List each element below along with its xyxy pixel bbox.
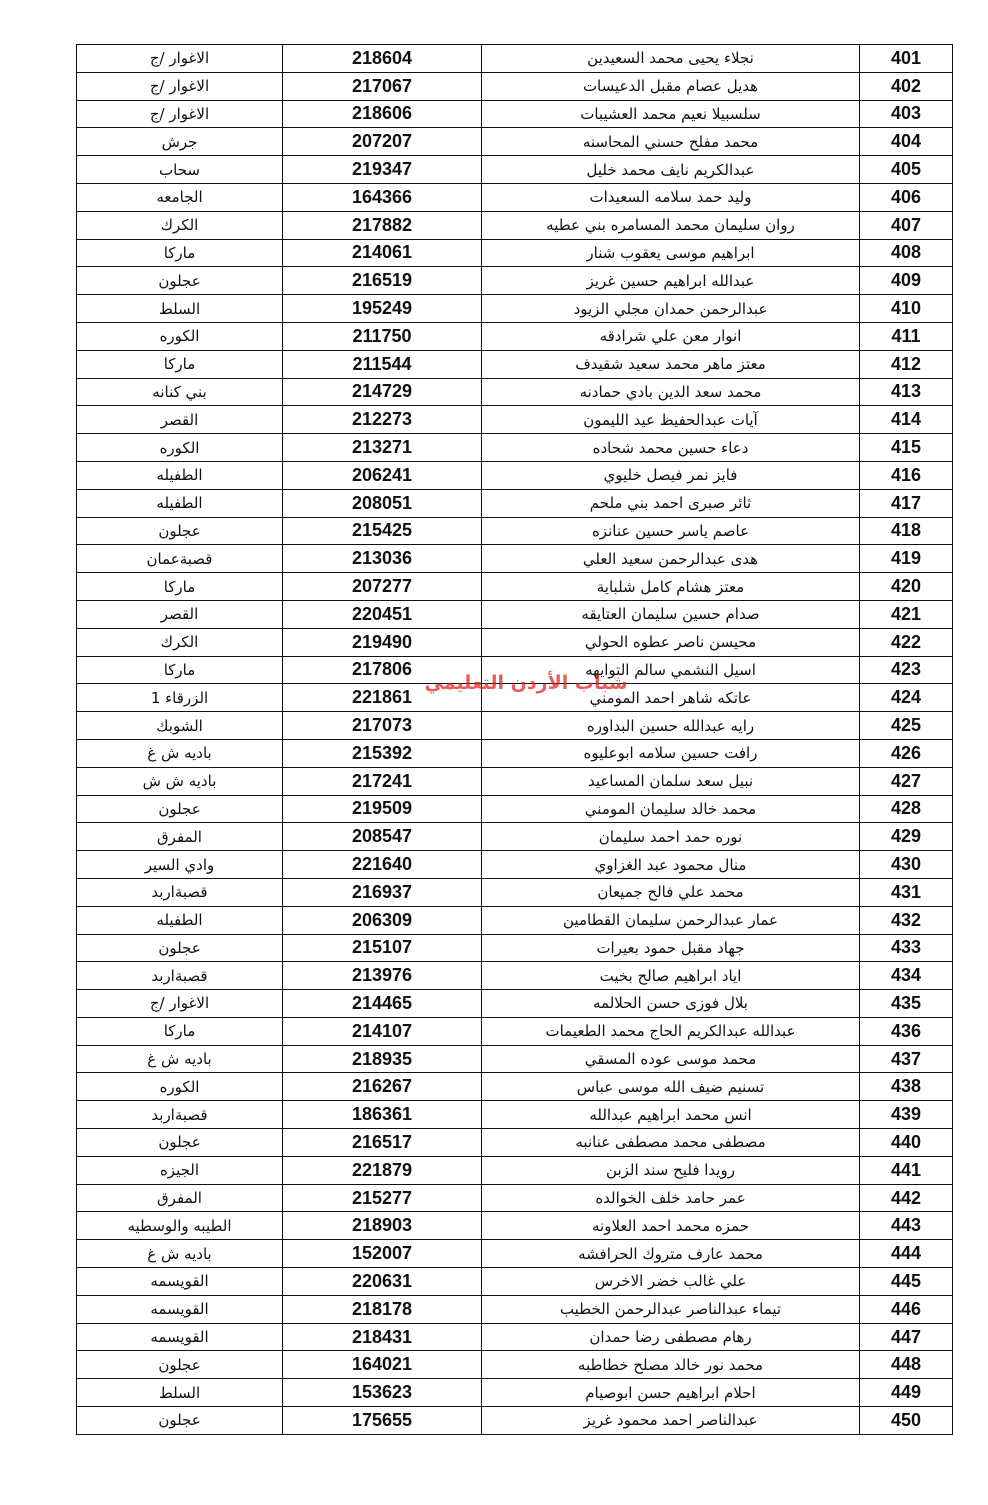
id-number-cell: 221861: [283, 684, 482, 712]
full-name-cell: عبدالناصر احمد محمود غريز: [482, 1407, 860, 1435]
table-row: [77, 378, 953, 406]
row-number-cell: 409: [860, 267, 953, 295]
location-cell: السلط: [77, 295, 283, 323]
full-name-cell: عمر حامد خلف الخوالده: [482, 1184, 860, 1212]
row-number-cell: 403: [860, 100, 953, 128]
row-number-cell: 440: [860, 1129, 953, 1157]
row-number-cell: 406: [860, 183, 953, 211]
table-row: [77, 906, 953, 934]
full-name-cell: منال محمود عبد الغزاوي: [482, 851, 860, 879]
full-name-cell: معتز ماهر محمد سعيد شقيدف: [482, 350, 860, 378]
location-cell: الكرك: [77, 628, 283, 656]
location-cell: الكوره: [77, 1073, 283, 1101]
table-row: [77, 739, 953, 767]
location-cell: القصر: [77, 600, 283, 628]
location-cell: جرش: [77, 128, 283, 156]
location-cell: بني كنانه: [77, 378, 283, 406]
table-row: [77, 267, 953, 295]
table-row: [77, 322, 953, 350]
row-number-cell: 418: [860, 517, 953, 545]
id-number-cell: 175655: [283, 1407, 482, 1435]
table-row: [77, 1407, 953, 1435]
table-row: [77, 600, 953, 628]
full-name-cell: محمد علي فالح جميعان: [482, 878, 860, 906]
table-row: [77, 1184, 953, 1212]
id-number-cell: 207207: [283, 128, 482, 156]
full-name-cell: عاصم ياسر حسين عنانزه: [482, 517, 860, 545]
location-cell: القويسمه: [77, 1323, 283, 1351]
row-number-cell: 408: [860, 239, 953, 267]
row-number-cell: 450: [860, 1407, 953, 1435]
full-name-cell: عمار عبدالرحمن سليمان القطامين: [482, 906, 860, 934]
row-number-cell: 404: [860, 128, 953, 156]
row-number-cell: 443: [860, 1212, 953, 1240]
table-row: [77, 72, 953, 100]
id-number-cell: 213036: [283, 545, 482, 573]
id-number-cell: 216267: [283, 1073, 482, 1101]
row-number-cell: 442: [860, 1184, 953, 1212]
row-number-cell: 441: [860, 1156, 953, 1184]
location-cell: قصبةاربد: [77, 962, 283, 990]
row-number-cell: 407: [860, 211, 953, 239]
location-cell: قصبةاربد: [77, 1101, 283, 1129]
location-cell: ماركا: [77, 350, 283, 378]
id-number-cell: 207277: [283, 573, 482, 601]
row-number-cell: 439: [860, 1101, 953, 1129]
row-number-cell: 422: [860, 628, 953, 656]
table-row: [77, 211, 953, 239]
full-name-cell: رايه عبدالله حسين البداوره: [482, 712, 860, 740]
id-number-cell: 218935: [283, 1045, 482, 1073]
row-number-cell: 417: [860, 489, 953, 517]
table-row: [77, 1240, 953, 1268]
table-row: [77, 156, 953, 184]
watermark: شباب الأردن التعليمي: [424, 672, 628, 694]
full-name-cell: محمد مفلح حسني المحاسنه: [482, 128, 860, 156]
id-number-cell: 206241: [283, 461, 482, 489]
row-number-cell: 423: [860, 656, 953, 684]
table-row: [77, 1101, 953, 1129]
full-name-cell: رويدا فليح سند الزبن: [482, 1156, 860, 1184]
table-row: [77, 656, 953, 684]
row-number-cell: 414: [860, 406, 953, 434]
location-cell: الاغوار /ج: [77, 100, 283, 128]
table-row: [77, 878, 953, 906]
table-row: [77, 545, 953, 573]
full-name-cell: آيات عبدالحفيظ عيد الليمون: [482, 406, 860, 434]
location-cell: الاغوار /ج: [77, 45, 283, 73]
table-row: [77, 990, 953, 1018]
id-number-cell: 218604: [283, 45, 482, 73]
full-name-cell: اسيل النشمي سالم التوايهه: [482, 656, 860, 684]
id-number-cell: 215107: [283, 934, 482, 962]
id-number-cell: 215392: [283, 739, 482, 767]
location-cell: ماركا: [77, 239, 283, 267]
location-cell: ماركا: [77, 573, 283, 601]
table-row: [77, 239, 953, 267]
location-cell: وادي السير: [77, 851, 283, 879]
location-cell: الشوبك: [77, 712, 283, 740]
id-number-cell: 215277: [283, 1184, 482, 1212]
location-cell: باديه ش غ: [77, 1240, 283, 1268]
row-number-cell: 415: [860, 434, 953, 462]
table-row: [77, 128, 953, 156]
full-name-cell: سلسبيلا نعيم محمد العشيبات: [482, 100, 860, 128]
id-number-cell: 208051: [283, 489, 482, 517]
full-name-cell: محمد عارف متروك الحرافشه: [482, 1240, 860, 1268]
id-number-cell: 215425: [283, 517, 482, 545]
row-number-cell: 411: [860, 322, 953, 350]
id-number-cell: 218178: [283, 1295, 482, 1323]
roster-table-body: [77, 45, 953, 1435]
full-name-cell: تسنيم ضيف الله موسى عباس: [482, 1073, 860, 1101]
row-number-cell: 413: [860, 378, 953, 406]
id-number-cell: 214107: [283, 1017, 482, 1045]
table-row: [77, 461, 953, 489]
full-name-cell: صدام حسين سليمان العتايقه: [482, 600, 860, 628]
id-number-cell: 217067: [283, 72, 482, 100]
row-number-cell: 426: [860, 739, 953, 767]
row-number-cell: 445: [860, 1268, 953, 1296]
table-row: [77, 45, 953, 73]
row-number-cell: 436: [860, 1017, 953, 1045]
roster-table: [76, 44, 953, 1435]
full-name-cell: ابراهيم موسى يعقوب شنار: [482, 239, 860, 267]
location-cell: سحاب: [77, 156, 283, 184]
full-name-cell: انوار معن علي شرادقه: [482, 322, 860, 350]
row-number-cell: 449: [860, 1379, 953, 1407]
full-name-cell: فايز نمر فيصل خليوي: [482, 461, 860, 489]
location-cell: القويسمه: [77, 1295, 283, 1323]
location-cell: الاغوار /ج: [77, 990, 283, 1018]
location-cell: باديه ش ش: [77, 767, 283, 795]
id-number-cell: 214729: [283, 378, 482, 406]
location-cell: الجيزه: [77, 1156, 283, 1184]
location-cell: الطيبه والوسطيه: [77, 1212, 283, 1240]
full-name-cell: رافت حسين سلامه ابوعليوه: [482, 739, 860, 767]
row-number-cell: 424: [860, 684, 953, 712]
full-name-cell: محيسن ناصر عطوه الحولي: [482, 628, 860, 656]
full-name-cell: تيماء عبدالناصر عبدالرحمن الخطيب: [482, 1295, 860, 1323]
table-row: [77, 1323, 953, 1351]
id-number-cell: 221640: [283, 851, 482, 879]
location-cell: الطفيله: [77, 461, 283, 489]
full-name-cell: معتز هشام كامل شلباية: [482, 573, 860, 601]
table-row: [77, 100, 953, 128]
row-number-cell: 446: [860, 1295, 953, 1323]
location-cell: القصر: [77, 406, 283, 434]
location-cell: عجلون: [77, 1407, 283, 1435]
id-number-cell: 164366: [283, 183, 482, 211]
id-number-cell: 217241: [283, 767, 482, 795]
id-number-cell: 218903: [283, 1212, 482, 1240]
full-name-cell: هديل عصام مقبل الدعيسات: [482, 72, 860, 100]
location-cell: قصبةعمان: [77, 545, 283, 573]
row-number-cell: 419: [860, 545, 953, 573]
table-row: [77, 1156, 953, 1184]
id-number-cell: 218431: [283, 1323, 482, 1351]
table-row: [77, 1268, 953, 1296]
id-number-cell: 211544: [283, 350, 482, 378]
full-name-cell: محمد خالد سليمان المومني: [482, 795, 860, 823]
table-row: [77, 1351, 953, 1379]
id-number-cell: 217882: [283, 211, 482, 239]
row-number-cell: 402: [860, 72, 953, 100]
row-number-cell: 412: [860, 350, 953, 378]
location-cell: عجلون: [77, 267, 283, 295]
row-number-cell: 435: [860, 990, 953, 1018]
full-name-cell: محمد موسى عوده المسقي: [482, 1045, 860, 1073]
row-number-cell: 433: [860, 934, 953, 962]
id-number-cell: 216519: [283, 267, 482, 295]
id-number-cell: 153623: [283, 1379, 482, 1407]
location-cell: السلط: [77, 1379, 283, 1407]
full-name-cell: محمد سعد الدين بادي حمادنه: [482, 378, 860, 406]
row-number-cell: 447: [860, 1323, 953, 1351]
table-row: [77, 489, 953, 517]
location-cell: القويسمه: [77, 1268, 283, 1296]
location-cell: المفرق: [77, 823, 283, 851]
row-number-cell: 420: [860, 573, 953, 601]
table-row: [77, 628, 953, 656]
location-cell: الكوره: [77, 434, 283, 462]
full-name-cell: دعاء حسين محمد شحاده: [482, 434, 860, 462]
row-number-cell: 416: [860, 461, 953, 489]
location-cell: قصبةاربد: [77, 878, 283, 906]
row-number-cell: 444: [860, 1240, 953, 1268]
location-cell: الطفيله: [77, 906, 283, 934]
id-number-cell: 195249: [283, 295, 482, 323]
id-number-cell: 206309: [283, 906, 482, 934]
location-cell: عجلون: [77, 1351, 283, 1379]
location-cell: الطفيله: [77, 489, 283, 517]
row-number-cell: 437: [860, 1045, 953, 1073]
id-number-cell: 211750: [283, 322, 482, 350]
id-number-cell: 220631: [283, 1268, 482, 1296]
id-number-cell: 214465: [283, 990, 482, 1018]
id-number-cell: 186361: [283, 1101, 482, 1129]
row-number-cell: 429: [860, 823, 953, 851]
full-name-cell: علي غالب خضر الاخرس: [482, 1268, 860, 1296]
table-row: [77, 1295, 953, 1323]
id-number-cell: 217073: [283, 712, 482, 740]
full-name-cell: عبدالرحمن حمدان مجلي الزيود: [482, 295, 860, 323]
row-number-cell: 405: [860, 156, 953, 184]
location-cell: عجلون: [77, 934, 283, 962]
full-name-cell: احلام ابراهيم حسن ابوصيام: [482, 1379, 860, 1407]
id-number-cell: 208547: [283, 823, 482, 851]
row-number-cell: 427: [860, 767, 953, 795]
full-name-cell: نجلاء يحيى محمد السعيدين: [482, 45, 860, 73]
full-name-cell: وليد حمد سلامه السعيدات: [482, 183, 860, 211]
id-number-cell: 164021: [283, 1351, 482, 1379]
location-cell: باديه ش غ: [77, 1045, 283, 1073]
id-number-cell: 219490: [283, 628, 482, 656]
id-number-cell: 152007: [283, 1240, 482, 1268]
table-row: [77, 962, 953, 990]
location-cell: عجلون: [77, 1129, 283, 1157]
full-name-cell: اياد ابراهيم صالح بخيت: [482, 962, 860, 990]
location-cell: باديه ش غ: [77, 739, 283, 767]
table-row: [77, 851, 953, 879]
id-number-cell: 219509: [283, 795, 482, 823]
table-row: [77, 823, 953, 851]
row-number-cell: 432: [860, 906, 953, 934]
full-name-cell: مصطفى محمد مصطفى عنانبه: [482, 1129, 860, 1157]
full-name-cell: هدى عبدالرحمن سعيد العلي: [482, 545, 860, 573]
table-row: [77, 1212, 953, 1240]
table-row: [77, 573, 953, 601]
id-number-cell: 221879: [283, 1156, 482, 1184]
table-row: [77, 1045, 953, 1073]
full-name-cell: حمزه محمد احمد العلاونه: [482, 1212, 860, 1240]
id-number-cell: 213976: [283, 962, 482, 990]
id-number-cell: 212273: [283, 406, 482, 434]
full-name-cell: نبيل سعد سلمان المساعيد: [482, 767, 860, 795]
table-row: [77, 183, 953, 211]
row-number-cell: 410: [860, 295, 953, 323]
location-cell: الاغوار /ج: [77, 72, 283, 100]
full-name-cell: ثائر صبرى احمد بني ملحم: [482, 489, 860, 517]
table-row: [77, 934, 953, 962]
location-cell: الكرك: [77, 211, 283, 239]
id-number-cell: 218606: [283, 100, 482, 128]
full-name-cell: روان سليمان محمد المسامره بني عطيه: [482, 211, 860, 239]
full-name-cell: محمد نور خالد مصلح خطاطبه: [482, 1351, 860, 1379]
full-name-cell: جهاد مقبل حمود بعيرات: [482, 934, 860, 962]
id-number-cell: 220451: [283, 600, 482, 628]
row-number-cell: 430: [860, 851, 953, 879]
location-cell: الزرقاء 1: [77, 684, 283, 712]
table-row: [77, 767, 953, 795]
table-row: [77, 295, 953, 323]
table-row: [77, 684, 953, 712]
table-row: [77, 1073, 953, 1101]
full-name-cell: انس محمد ابراهيم عبدالله: [482, 1101, 860, 1129]
id-number-cell: 213271: [283, 434, 482, 462]
table-row: [77, 406, 953, 434]
table-row: [77, 795, 953, 823]
location-cell: عجلون: [77, 795, 283, 823]
full-name-cell: عبدالكريم نايف محمد خليل: [482, 156, 860, 184]
full-name-cell: نوره حمد احمد سليمان: [482, 823, 860, 851]
full-name-cell: رهام مصطفى رضا حمدان: [482, 1323, 860, 1351]
location-cell: المفرق: [77, 1184, 283, 1212]
location-cell: ماركا: [77, 1017, 283, 1045]
row-number-cell: 448: [860, 1351, 953, 1379]
location-cell: الجامعه: [77, 183, 283, 211]
full-name-cell: عاتكه شاهر احمد المومني: [482, 684, 860, 712]
row-number-cell: 434: [860, 962, 953, 990]
row-number-cell: 428: [860, 795, 953, 823]
row-number-cell: 438: [860, 1073, 953, 1101]
table-row: [77, 517, 953, 545]
location-cell: الكوره: [77, 322, 283, 350]
full-name-cell: بلال فوزى حسن الحلالمه: [482, 990, 860, 1018]
row-number-cell: 431: [860, 878, 953, 906]
full-name-cell: عبدالله عبدالكريم الحاج محمد الطعيمات: [482, 1017, 860, 1045]
table-row: [77, 1129, 953, 1157]
location-cell: عجلون: [77, 517, 283, 545]
full-name-cell: عبدالله ابراهيم حسين غريز: [482, 267, 860, 295]
row-number-cell: 401: [860, 45, 953, 73]
id-number-cell: 214061: [283, 239, 482, 267]
id-number-cell: 216517: [283, 1129, 482, 1157]
table-row: [77, 1017, 953, 1045]
location-cell: ماركا: [77, 656, 283, 684]
id-number-cell: 217806: [283, 656, 482, 684]
table-row: [77, 350, 953, 378]
table-row: [77, 1379, 953, 1407]
id-number-cell: 219347: [283, 156, 482, 184]
row-number-cell: 425: [860, 712, 953, 740]
id-number-cell: 216937: [283, 878, 482, 906]
row-number-cell: 421: [860, 600, 953, 628]
table-row: [77, 712, 953, 740]
table-row: [77, 434, 953, 462]
